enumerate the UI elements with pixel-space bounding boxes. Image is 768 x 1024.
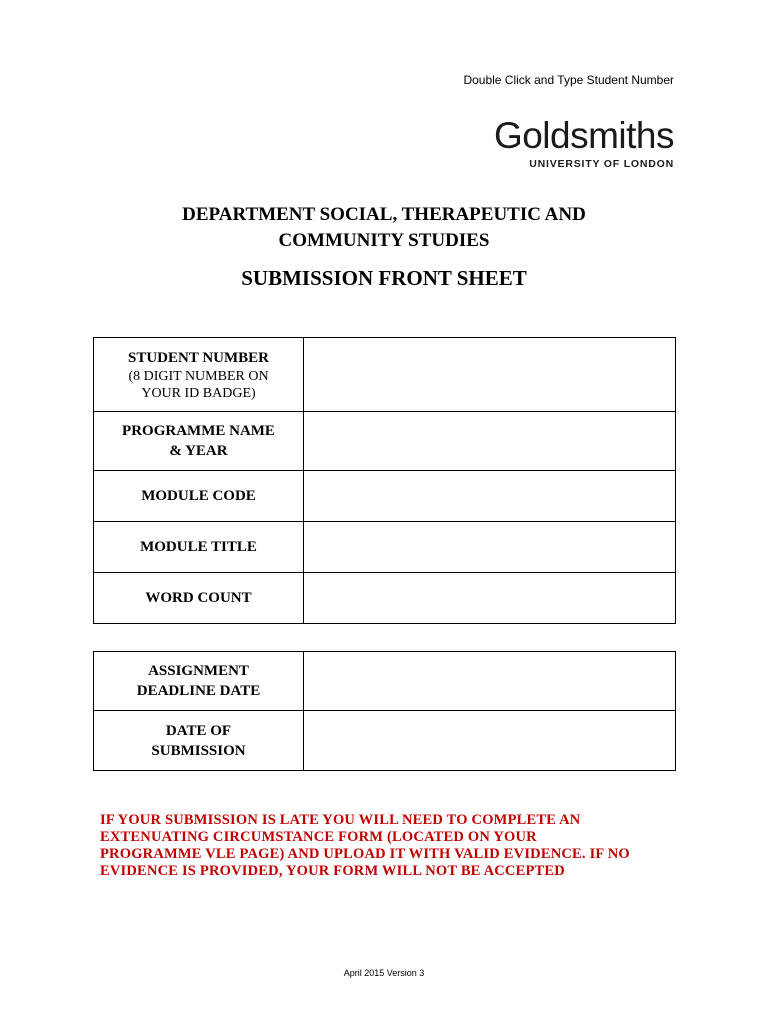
department-line-1: DEPARTMENT SOCIAL, THERAPEUTIC AND — [182, 204, 586, 225]
word-count-field[interactable] — [304, 573, 676, 624]
logo-subtitle: UNIVERSITY OF LONDON — [529, 158, 674, 170]
label-note: (8 DIGIT NUMBER ON — [128, 368, 269, 384]
table-row — [94, 522, 676, 573]
module-code-field[interactable] — [304, 471, 676, 522]
table-row — [94, 471, 676, 522]
dates-table — [93, 651, 676, 771]
logo-name: Goldsmiths — [493, 115, 674, 156]
submission-date-label — [94, 711, 304, 771]
module-title-label: MODULE TITLE — [94, 522, 304, 573]
table-row — [94, 711, 676, 771]
label-text: PROGRAMME NAME — [122, 423, 275, 439]
notice-line: IF YOUR SUBMISSION IS LATE YOU WILL NEED TO COMPLETE AN — [100, 812, 581, 828]
label-text: DEADLINE DATE — [136, 683, 261, 699]
module-title-field[interactable] — [304, 522, 676, 573]
table-row — [94, 573, 676, 624]
student-number-field[interactable] — [304, 338, 676, 412]
module-code-label: MODULE CODE — [94, 471, 304, 522]
programme-name-field[interactable] — [304, 412, 676, 471]
label-text: ASSIGNMENT — [148, 663, 249, 679]
label-text: & YEAR — [169, 443, 228, 459]
label-text: STUDENT NUMBER — [128, 349, 269, 366]
sheet-title: SUBMISSION FRONT SHEET — [241, 266, 527, 290]
submission-date-field[interactable] — [304, 711, 676, 771]
word-count-label: WORD COUNT — [94, 573, 304, 624]
notice-line: PROGRAMME VLE PAGE) AND UPLOAD IT WITH VALID EVIDENCE. IF NO — [100, 846, 630, 862]
notice-line: EXTENUATING CIRCUMSTANCE FORM (LOCATED ON YOUR — [100, 829, 537, 845]
student-number-prompt[interactable]: Double Click and Type Student Number — [463, 73, 674, 87]
department-heading — [0, 202, 768, 254]
table-row — [94, 652, 676, 711]
programme-name-label — [94, 412, 304, 471]
details-table — [93, 337, 676, 624]
notice-line: EVIDENCE IS PROVIDED, YOUR FORM WILL NOT BE ACCEPTED — [100, 863, 565, 879]
label-text: DATE OF — [165, 722, 232, 739]
label-note: YOUR ID BADGE) — [141, 385, 256, 401]
version-footer: April 2015 Version 3 — [343, 968, 425, 978]
student-number-label — [94, 338, 304, 412]
department-line-2: COMMUNITY STUDIES — [278, 230, 490, 251]
deadline-date-label — [94, 652, 304, 711]
table-row — [94, 338, 676, 412]
table-row — [94, 412, 676, 471]
label-text: SUBMISSION — [151, 742, 246, 759]
late-submission-notice — [100, 812, 680, 880]
deadline-date-field[interactable] — [304, 652, 676, 711]
goldsmiths-logo — [494, 117, 674, 170]
